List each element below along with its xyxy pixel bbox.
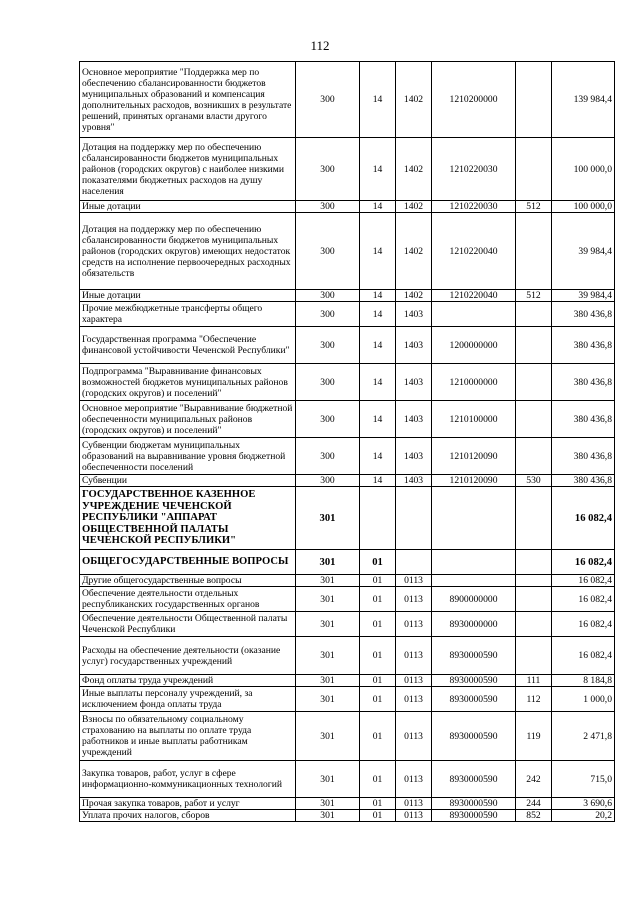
amount: 16 082,4	[552, 612, 615, 637]
target-article-code: 1210100000	[432, 401, 516, 438]
amount: 3 690,6	[552, 798, 615, 810]
section-code: 14	[360, 62, 396, 138]
amount: 16 082,4	[552, 637, 615, 675]
amount: 16 082,4	[552, 487, 615, 550]
target-article-code: 8930000590	[432, 687, 516, 712]
grbs-code: 301	[296, 712, 360, 761]
item-name: Основное мероприятие "Поддержка мер по обеспечению сбалансированности бюджетов муниципальных образований и компенсация дополнительных расходов, возникших в результате решений, принятых органами власти другого уровня"	[80, 62, 296, 138]
section-code: 01	[360, 587, 396, 612]
target-article-code: 1210220040	[432, 213, 516, 290]
grbs-code: 301	[296, 798, 360, 810]
section-code: 01	[360, 810, 396, 822]
target-article-code: 8930000590	[432, 637, 516, 675]
table-row	[80, 302, 615, 327]
subsection-code: 0113	[396, 810, 432, 822]
table-row	[80, 587, 615, 612]
amount: 20,2	[552, 810, 615, 822]
amount: 16 082,4	[552, 550, 615, 575]
section-code: 01	[360, 575, 396, 587]
section-code: 14	[360, 401, 396, 438]
grbs-code: 300	[296, 213, 360, 290]
amount: 380 436,8	[552, 438, 615, 475]
item-name: Прочая закупка товаров, работ и услуг	[80, 798, 296, 810]
amount: 39 984,4	[552, 213, 615, 290]
table-row	[80, 201, 615, 213]
section-code: 14	[360, 138, 396, 201]
section-code: 14	[360, 438, 396, 475]
amount: 16 082,4	[552, 587, 615, 612]
table-row	[80, 290, 615, 302]
section-code: 01	[360, 550, 396, 575]
section-code	[360, 487, 396, 550]
table-row	[80, 364, 615, 401]
subsection-code: 1403	[396, 302, 432, 327]
amount: 715,0	[552, 761, 615, 798]
target-article-code: 8930000590	[432, 798, 516, 810]
target-article-code: 8930000590	[432, 810, 516, 822]
grbs-code: 301	[296, 810, 360, 822]
target-article-code: 8930000590	[432, 761, 516, 798]
subsection-code: 0113	[396, 761, 432, 798]
section-code: 14	[360, 364, 396, 401]
target-article-code: 1210220030	[432, 138, 516, 201]
subsection-code: 1403	[396, 401, 432, 438]
expense-type-code	[516, 575, 552, 587]
subsection-code: 1402	[396, 201, 432, 213]
item-name: Уплата прочих налогов, сборов	[80, 810, 296, 822]
grbs-code: 301	[296, 550, 360, 575]
subsection-code: 0113	[396, 675, 432, 687]
expense-type-code: 242	[516, 761, 552, 798]
grbs-code: 300	[296, 138, 360, 201]
section-code: 01	[360, 761, 396, 798]
subsection-code: 0113	[396, 798, 432, 810]
section-code: 01	[360, 612, 396, 637]
expense-type-code: 119	[516, 712, 552, 761]
target-article-code	[432, 487, 516, 550]
item-name: Основное мероприятие "Выравнивание бюджетной обеспеченности муниципальных районов (городских округов) и поселений"	[80, 401, 296, 438]
target-article-code: 8930000000	[432, 612, 516, 637]
item-name: Подпрограмма "Выравнивание финансовых возможностей бюджетов муниципальных районов (городских округов) и поселений"	[80, 364, 296, 401]
expense-type-code: 512	[516, 290, 552, 302]
subsection-code: 0113	[396, 687, 432, 712]
target-article-code	[432, 575, 516, 587]
target-article-code: 8900000000	[432, 587, 516, 612]
expense-type-code	[516, 138, 552, 201]
table-row	[80, 438, 615, 475]
grbs-code: 301	[296, 587, 360, 612]
target-article-code: 1210120090	[432, 438, 516, 475]
amount: 8 184,8	[552, 675, 615, 687]
table-row	[80, 138, 615, 201]
expense-type-code: 512	[516, 201, 552, 213]
expense-type-code	[516, 62, 552, 138]
amount: 380 436,8	[552, 475, 615, 487]
section-code: 14	[360, 213, 396, 290]
grbs-code: 300	[296, 364, 360, 401]
expense-type-code: 852	[516, 810, 552, 822]
table-row	[80, 213, 615, 290]
grbs-code: 301	[296, 675, 360, 687]
item-name: Фонд оплаты труда учреждений	[80, 675, 296, 687]
subsection-code: 1403	[396, 475, 432, 487]
section-code: 01	[360, 637, 396, 675]
section-code: 14	[360, 290, 396, 302]
item-name: Обеспечение деятельности Общественной палаты Чеченской Республики	[80, 612, 296, 637]
expense-type-code	[516, 327, 552, 364]
target-article-code: 1210220040	[432, 290, 516, 302]
subsection-code: 1403	[396, 364, 432, 401]
grbs-code: 301	[296, 687, 360, 712]
subsection-code: 1402	[396, 213, 432, 290]
item-name: Иные выплаты персоналу учреждений, за исключением фонда оплаты труда	[80, 687, 296, 712]
subsection-code: 1402	[396, 138, 432, 201]
subsection-code: 0113	[396, 587, 432, 612]
grbs-code: 301	[296, 487, 360, 550]
table-row	[80, 401, 615, 438]
item-name: Закупка товаров, работ, услуг в сфере информационно-коммуникационных технологий	[80, 761, 296, 798]
target-article-code: 8930000590	[432, 712, 516, 761]
table-row	[80, 62, 615, 138]
subsection-code	[396, 487, 432, 550]
grbs-code: 300	[296, 475, 360, 487]
grbs-code: 301	[296, 575, 360, 587]
expense-type-code	[516, 213, 552, 290]
item-name: Субвенции	[80, 475, 296, 487]
page-number: 112	[310, 38, 330, 53]
item-name: Обеспечение деятельности отдельных республиканских государственных органов	[80, 587, 296, 612]
grbs-code: 300	[296, 62, 360, 138]
expense-type-code	[516, 612, 552, 637]
expense-type-code	[516, 401, 552, 438]
table-row	[80, 687, 615, 712]
target-article-code: 8930000590	[432, 675, 516, 687]
section-code: 14	[360, 201, 396, 213]
expense-type-code	[516, 302, 552, 327]
amount: 16 082,4	[552, 575, 615, 587]
amount: 380 436,8	[552, 327, 615, 364]
amount: 39 984,4	[552, 290, 615, 302]
expense-type-code: 112	[516, 687, 552, 712]
item-name: Дотация на поддержку мер по обеспечению сбалансированности бюджетов муниципальных районов (городских округов) с наиболее низкими показателями бюджетных расходов на душу населения	[80, 138, 296, 201]
item-name: Дотация на поддержку мер по обеспечению сбалансированности бюджетов муниципальных районов (городских округов) имеющих недостаток средств на исполнение первоочередных расходных обязательств	[80, 213, 296, 290]
table-row	[80, 575, 615, 587]
table-row	[80, 612, 615, 637]
expense-type-code: 111	[516, 675, 552, 687]
grbs-code: 300	[296, 401, 360, 438]
subsection-code: 0113	[396, 712, 432, 761]
subsection-code: 1403	[396, 327, 432, 364]
table-row	[80, 475, 615, 487]
table-row	[80, 761, 615, 798]
grbs-code: 300	[296, 438, 360, 475]
section-code: 01	[360, 712, 396, 761]
table-row	[80, 487, 615, 550]
section-code: 01	[360, 687, 396, 712]
grbs-code: 300	[296, 327, 360, 364]
subsection-code: 1402	[396, 62, 432, 138]
amount: 100 000,0	[552, 138, 615, 201]
subsection-code: 1402	[396, 290, 432, 302]
item-name: Взносы по обязательному социальному страхованию на выплаты по оплате труда работников и иные выплаты работникам учреждений	[80, 712, 296, 761]
target-article-code: 1210120090	[432, 475, 516, 487]
expense-type-code	[516, 364, 552, 401]
expense-type-code	[516, 637, 552, 675]
table-row	[80, 810, 615, 822]
grbs-code: 301	[296, 761, 360, 798]
target-article-code: 1210200000	[432, 62, 516, 138]
amount: 380 436,8	[552, 302, 615, 327]
amount: 2 471,8	[552, 712, 615, 761]
grbs-code: 301	[296, 637, 360, 675]
expense-type-code	[516, 550, 552, 575]
section-code: 14	[360, 302, 396, 327]
grbs-code: 300	[296, 201, 360, 213]
subsection-code: 1403	[396, 438, 432, 475]
section-code: 14	[360, 327, 396, 364]
item-name: Прочие межбюджетные трансферты общего характера	[80, 302, 296, 327]
item-name: Государственная программа "Обеспечение финансовой устойчивости Чеченской Республики"	[80, 327, 296, 364]
expense-type-code	[516, 587, 552, 612]
amount: 380 436,8	[552, 364, 615, 401]
item-name: Расходы на обеспечение деятельности (оказание услуг) государственных учреждений	[80, 637, 296, 675]
target-article-code	[432, 302, 516, 327]
amount: 100 000,0	[552, 201, 615, 213]
expense-type-code: 530	[516, 475, 552, 487]
item-name: Иные дотации	[80, 201, 296, 213]
expense-type-code: 244	[516, 798, 552, 810]
amount: 380 436,8	[552, 401, 615, 438]
table-row	[80, 712, 615, 761]
item-name: ГОСУДАРСТВЕННОЕ КАЗЕННОЕ УЧРЕЖДЕНИЕ ЧЕЧЕНСКОЙ РЕСПУБЛИКИ "АППАРАТ ОБЩЕСТВЕННОЙ ПАЛАТЫ ЧЕЧЕНСКОЙ РЕСПУБЛИКИ"	[80, 487, 296, 550]
item-name: Иные дотации	[80, 290, 296, 302]
item-name: Субвенции бюджетам муниципальных образований на выравнивание уровня бюджетной обеспеченности поселений	[80, 438, 296, 475]
target-article-code: 1210220030	[432, 201, 516, 213]
item-name: ОБЩЕГОСУДАРСТВЕННЫЕ ВОПРОСЫ	[80, 550, 296, 575]
amount: 1 000,0	[552, 687, 615, 712]
target-article-code: 1200000000	[432, 327, 516, 364]
table-row	[80, 550, 615, 575]
subsection-code	[396, 550, 432, 575]
section-code: 14	[360, 475, 396, 487]
target-article-code	[432, 550, 516, 575]
grbs-code: 301	[296, 612, 360, 637]
subsection-code: 0113	[396, 575, 432, 587]
subsection-code: 0113	[396, 612, 432, 637]
amount: 139 984,4	[552, 62, 615, 138]
table-row	[80, 327, 615, 364]
item-name: Другие общегосударственные вопросы	[80, 575, 296, 587]
section-code: 01	[360, 798, 396, 810]
budget-table	[79, 61, 615, 822]
subsection-code: 0113	[396, 637, 432, 675]
expense-type-code	[516, 438, 552, 475]
target-article-code: 1210000000	[432, 364, 516, 401]
grbs-code: 300	[296, 302, 360, 327]
table-row	[80, 637, 615, 675]
table-row	[80, 798, 615, 810]
budget-table-body	[80, 62, 615, 822]
grbs-code: 300	[296, 290, 360, 302]
section-code: 01	[360, 675, 396, 687]
table-row	[80, 675, 615, 687]
expense-type-code	[516, 487, 552, 550]
